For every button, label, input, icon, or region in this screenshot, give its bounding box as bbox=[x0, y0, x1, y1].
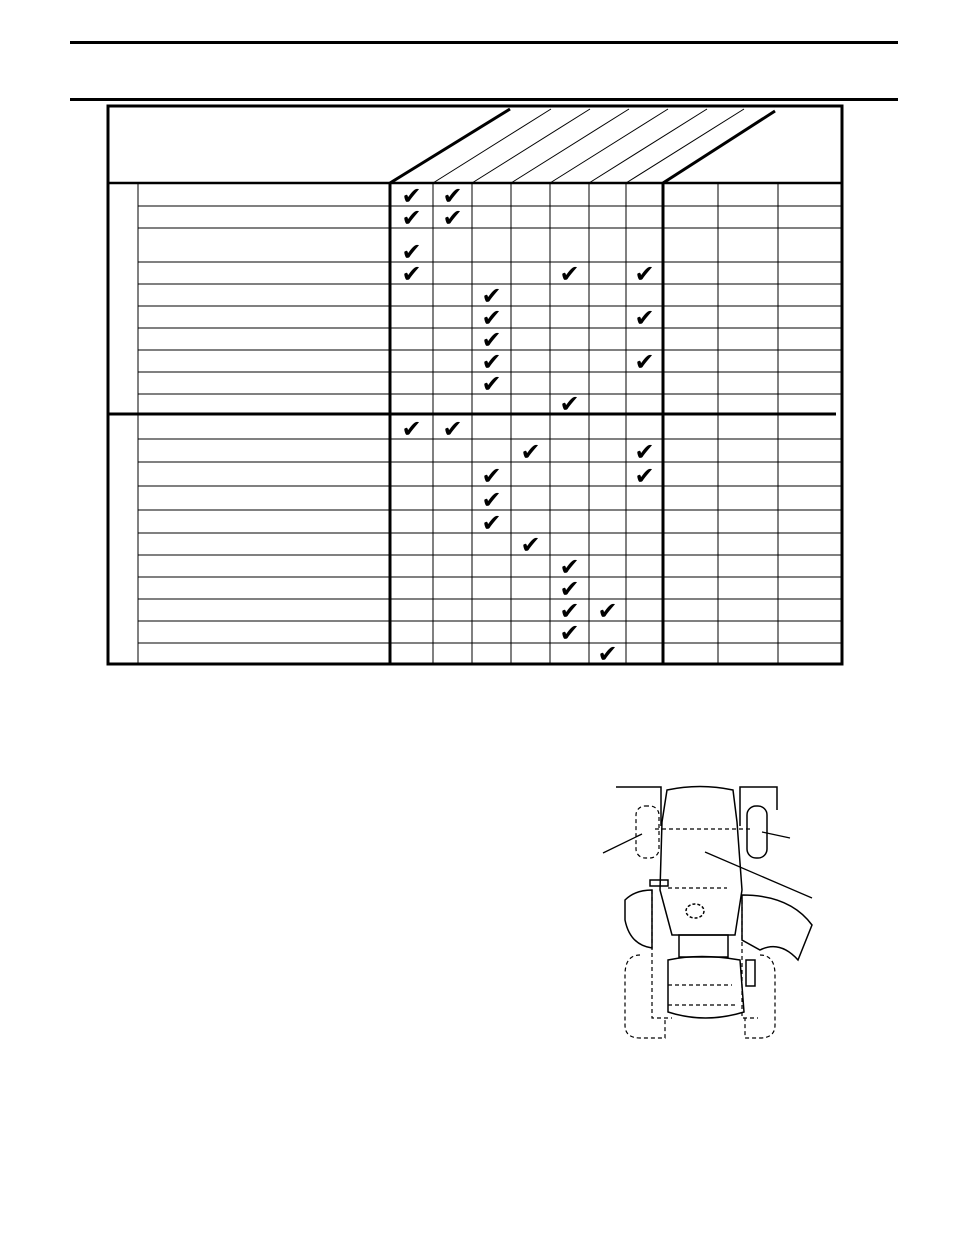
checkmark-icon: ✔ bbox=[401, 182, 422, 210]
callout-leader-bottom bbox=[705, 852, 812, 898]
checkmark-icon: ✔ bbox=[401, 238, 422, 266]
checkmark-icon: ✔ bbox=[597, 640, 618, 668]
tractor-rear-body bbox=[668, 957, 744, 1019]
header-diagonal-right bbox=[663, 111, 775, 183]
checkmark-icon: ✔ bbox=[481, 282, 502, 310]
lever-detail bbox=[746, 960, 755, 986]
tractor-front-left-tire bbox=[636, 806, 659, 858]
header-diagonal-3 bbox=[511, 109, 629, 183]
checkmark-icon: ✔ bbox=[520, 438, 541, 466]
checkmark-icon: ✔ bbox=[481, 348, 502, 376]
mower-deck-right bbox=[742, 895, 812, 960]
header-diagonal-6 bbox=[626, 109, 744, 183]
checkmark-icon: ✔ bbox=[442, 204, 463, 232]
checkmark-icon: ✔ bbox=[634, 462, 655, 490]
checkmark-icon: ✔ bbox=[559, 390, 580, 418]
checkmark-icon: ✔ bbox=[634, 304, 655, 332]
header-diagonal-4 bbox=[550, 109, 668, 183]
chute-detail bbox=[650, 880, 668, 886]
fuel-cap bbox=[686, 904, 704, 918]
checkmark-icon: ✔ bbox=[559, 553, 580, 581]
callout-leader-right bbox=[762, 832, 790, 838]
tractor-rear-right-tire bbox=[745, 955, 775, 1038]
checkmark-icon: ✔ bbox=[481, 326, 502, 354]
checkmark-icon: ✔ bbox=[634, 438, 655, 466]
checkmark-icon: ✔ bbox=[559, 597, 580, 625]
checkmark-icon: ✔ bbox=[559, 575, 580, 603]
tractor-seat-base bbox=[679, 935, 728, 957]
checkmark-icon: ✔ bbox=[481, 304, 502, 332]
checkmark-icon: ✔ bbox=[401, 415, 422, 443]
checkmark-icon: ✔ bbox=[442, 182, 463, 210]
checkmark-icon: ✔ bbox=[401, 260, 422, 288]
checkmark-icon: ✔ bbox=[401, 204, 422, 232]
tractor-top-view-diagram bbox=[595, 780, 825, 1050]
header-diagonal-5 bbox=[589, 109, 707, 183]
mower-deck-left bbox=[625, 890, 652, 948]
checkmark-icon: ✔ bbox=[559, 260, 580, 288]
tractor-hood bbox=[660, 787, 742, 936]
checkmark-icon: ✔ bbox=[634, 348, 655, 376]
table-border bbox=[108, 106, 842, 664]
checkmark-icon: ✔ bbox=[481, 462, 502, 490]
checkmark-icon: ✔ bbox=[520, 531, 541, 559]
checkmark-icon: ✔ bbox=[597, 597, 618, 625]
checkmark-icon: ✔ bbox=[481, 509, 502, 537]
checkmark-icon: ✔ bbox=[481, 370, 502, 398]
checkmark-icon: ✔ bbox=[634, 260, 655, 288]
checkmark-icon: ✔ bbox=[442, 415, 463, 443]
checkmark-icon: ✔ bbox=[559, 619, 580, 647]
checkmark-icon: ✔ bbox=[481, 486, 502, 514]
tractor-rear-left-tire bbox=[625, 955, 665, 1038]
